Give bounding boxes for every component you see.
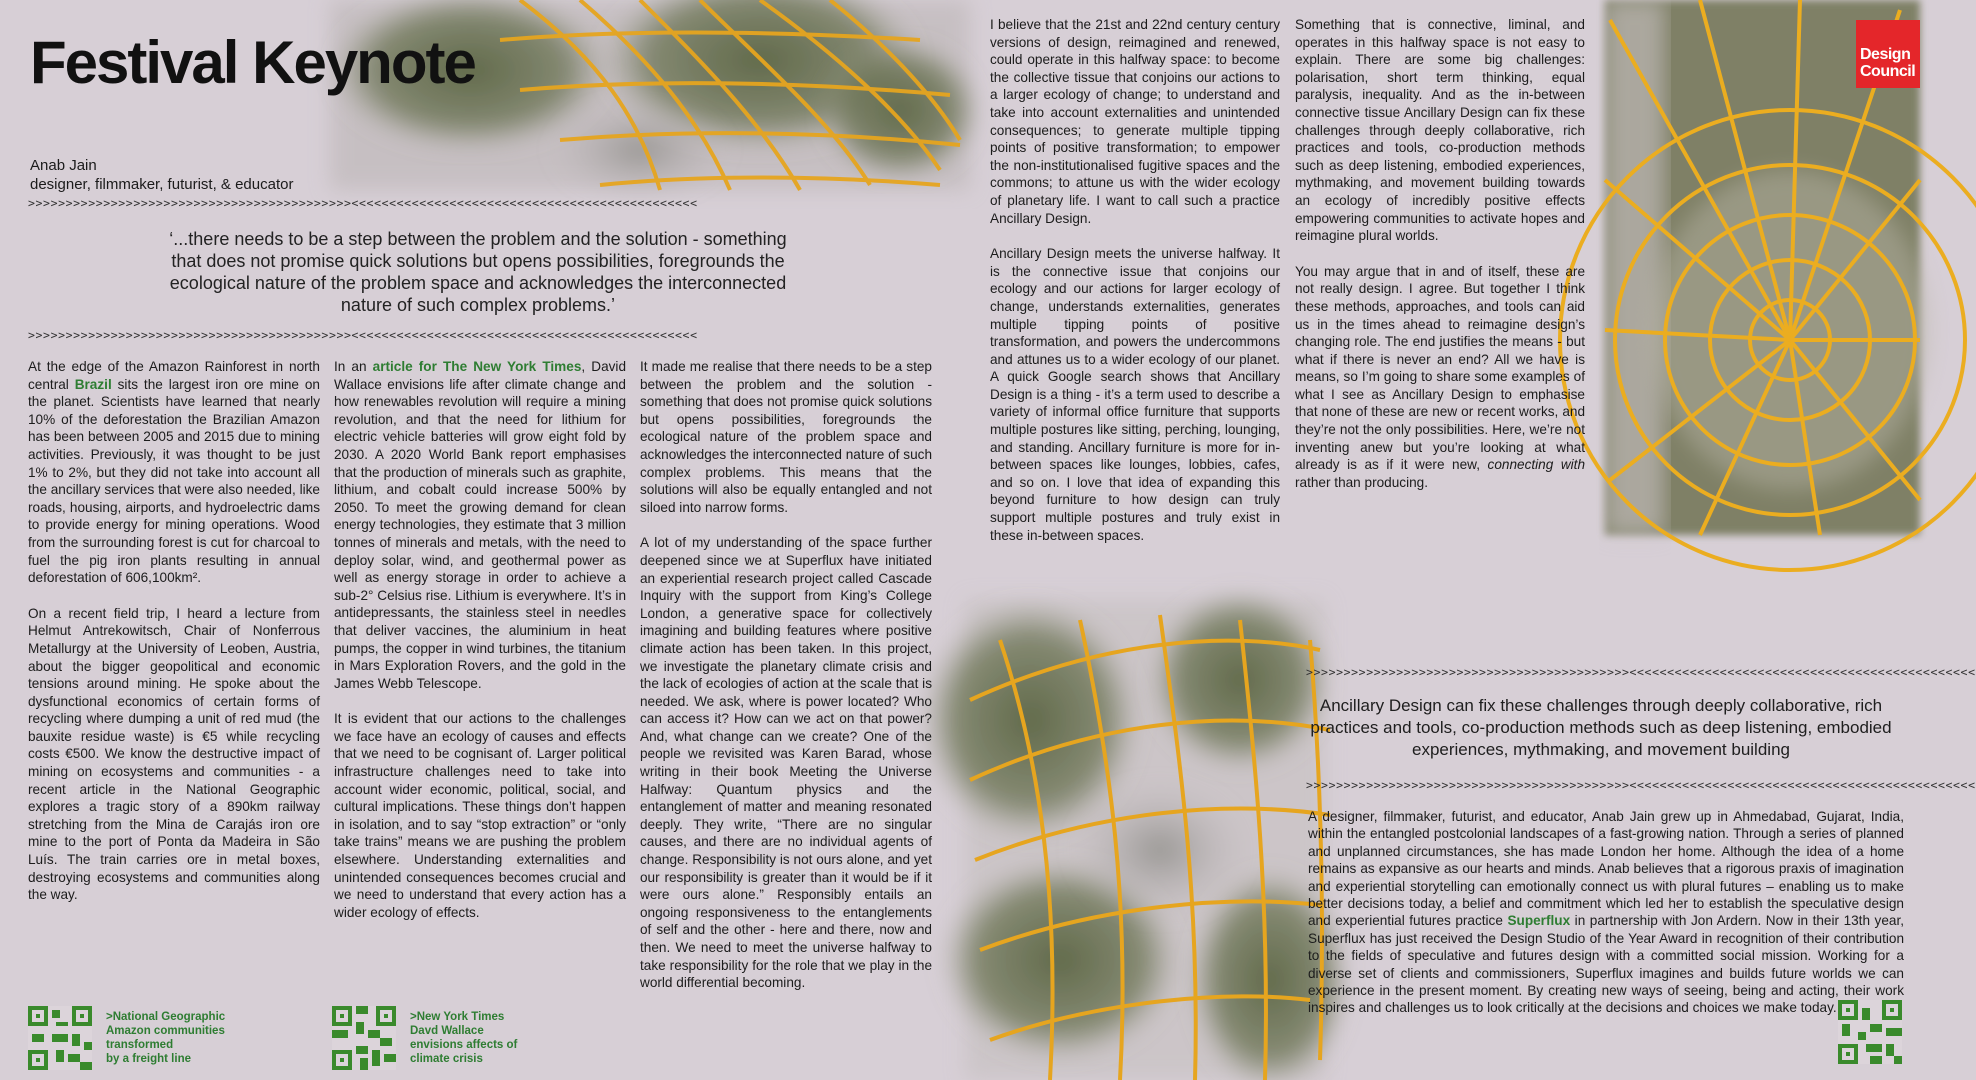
brazil-link[interactable]: Brazil xyxy=(74,376,112,392)
article-column-1 xyxy=(28,358,320,922)
nyt-article-link[interactable]: article for The New York Times xyxy=(372,359,582,374)
superflux-link[interactable]: Superflux xyxy=(1507,913,1571,929)
author-bio: A designer, filmmaker, futurist, and educator, Anab Jain grew up in Ahmedabad, Gujarat, India, within the entangled postcolonial landscapes of a fast-growing nation. Through a series of planned and unplanned circumstances, she has made London her home. Although the idea of a home remains as expansive as our hearts and minds. Anab believes that a rigorous praxis of imagination and experiential storytelling can emotionally connect us with plural futures – enabling us to make better decisions today, a belief and commitment which led her to establish the speculative design and experiential futures practice Superflux in partnership with Jon Ardern. Now in their 13th year, Superflux has just received the Design Studio of the Year Award in recognition of their contribution to the fields of speculative and futures design with a committed social mission. Working for a diverse set of clients and commissioners, Superflux imagines and builds future worlds we can experience in the present moment. By creating new ways of seeing, being and acting, their work inspires and challenges us to look critically at the decisions and choices we make today. xyxy=(1308,809,1905,1016)
pull-quote: Ancillary Design can fix these challenges through deeply collaborative, rich practices and tools, co-production methods such as deep listening, embodied experiences, mythmaking, and movement building xyxy=(1310,696,1892,759)
globe-panel-bottom xyxy=(920,590,1350,1080)
author-name: Anab Jain xyxy=(30,157,97,174)
qr-code-icon[interactable] xyxy=(1838,1000,1902,1064)
divider-top: >>>>>>>>>>>>>>>>>>>>>>>>>>>>>>>>>>>>>>>>>>><<<<<<<<<<<<<<<<<<<<<<<<<<<<<<<<<<<<<<<<<<<<<< xyxy=(28,196,698,210)
logo-line-2: Council xyxy=(1860,63,1916,80)
col5-paragraph-1: Something that is connective, liminal, and operates in this halfway space is not easy to explain. There are some big challenges: polarisation, short term thinking, equal paralysis, inequality. And as the in-between connective tissue Ancillary Design can fix these challenges through deeply collaborative, rich practices and tools, co-production methods such as deep listening, embodied experiences, mythmaking, and movement building towards an ecology of incredibly positive effects empowering communities to activate hopes and reimagine plural worlds. xyxy=(1295,17,1585,244)
qr-code-icon[interactable] xyxy=(28,1006,92,1070)
pullquote-divider-top: >>>>>>>>>>>>>>>>>>>>>>>>>>>>>>>>>>>>>>>>>>><<<<<<<<<<<<<<<<<<<<<<<<<<<<<<<<<<<<<<<<<<<<<< xyxy=(1306,665,1976,679)
author-role: designer, filmmaker, futurist, & educator xyxy=(30,176,294,193)
page-title: Festival Keynote xyxy=(30,29,475,96)
col1-paragraph-1: At the edge of the Amazon Rainforest in north central Brazil sits the largest iron ore mine on the planet. Scientists have learned that nearly 10% of the deforestation the Brazilian Amazon has been between 2005 and 2015 due to mining activities. Previously, it was thought to be just 1% to 2%, but they did not take into account all the ancillary services that were also needed, like roads, housing, airports, and hydroelectric dams to provide energy for mining operations. Wood from the surrounding forest is cut for charcoal to fuel the pig iron plants resulting in annual deforestation of 606,100km². xyxy=(28,359,320,586)
col4-paragraph-1: I believe that the 21st and 22nd century century versions of design, reimagined and renewed, could operate in this halfway space: to become the collective tissue that conjoins our actions to a larger ecology of change; to understand and take into account externalities and unintended consequences; to generate multiple tipping points of positive transformation; to empower the non-institutionalised fugitive spaces and the commons; to attune us with the wider ecology of planetary life. I want to call such a practice Ancillary Design. xyxy=(990,17,1280,226)
col2-paragraph-1: In an article for The New York Times, David Wallace envisions life after climate change and how renewables revolution will require a mining revolution, and that the need for lithium for electric vehicle batteries will grow eight fold by 2030. A 2020 World Bank report emphasises that the production of minerals such as graphite, lithium, and cobalt could increase 500% by 2050. To meet the growing demand for clean energy technologies, they estimate that 3 million tonnes of minerals and metals, with the need to deploy solar, wind, and geothermal power as well as energy storage in order to achieve a sub-2° Celsius rise. Lithium is everywhere. It’s in antidepressants, the stainless steel in needles that deliver vaccines, the aluminium in heat pumps, the copper in wind turbines, the titanium in Mars Exploration Rovers, and the gold in the James Webb Telescope. xyxy=(334,359,627,691)
qr-caption-nyt[interactable]: >New York Times Davd Wallace envisions affects of climate crisis xyxy=(410,1011,518,1065)
col4-paragraph-2: Ancillary Design meets the universe halfway. It is the connective issue that conjoins our ecology and our actions for larger ecology of change, understands externalities, generates multiple tipping points of positive transformation, and powers the undercommons and attunes us to a wider ecology of our planet. A quick Google search shows that Ancillary Design is a thing - it’s a term used to describe a variety of informal office furniture that supports multiple postures like sitting, perching, lounging, and standing. Ancillary furniture is more for in-between spaces like lounges, lobbies, cafes, and so on. I love that idea of expanding this beyond furniture to how design can truly support multiple postures and truly exist in these in-between spaces. xyxy=(990,246,1280,543)
col1-paragraph-2: On a recent field trip, I heard a lecture from Helmut Antrekowitsch, Chair of Nonferrous Metallurgy at the University of Leoben, Austria, about the bigger geopolitical and economic tensions around mining. He spoke about the dysfunctional economics of certain forms of recycling where dumping a unit of red mud (the bauxite residue waste) is €5 while recycling costs €500. We know the destructive impact of mining on ecosystems and communities - a recent article in the National Geographic explores a tragic story of a 890km railway stretching from the Mina de Carajás iron ore mine to the port of Ponta da Madeira in São Luís. The train carries ore in metal boxes, destroying ecosystems and communities along the way. xyxy=(28,605,320,903)
article-column-3 xyxy=(640,358,932,1010)
col2-paragraph-2: It is evident that our actions to the challenges we face have an ecology of causes and effects that we need to be cognisant of. Larger political infrastructure challenges need to take into account wider economic, political, social, and cultural implications. These things don’t happen in isolation, and to say “stop extraction” or “only take trains” means we are pushing the problem elsewhere. Understanding externalities and unintended consequences becomes crucial and we need to understand that every action has a wider ecology of effects. xyxy=(334,711,626,920)
opening-quote: ‘...there needs to be a step between the problem and the solution - something that does not promise quick solutions but opens possibilities, foregrounds the ecological nature of the problem space and acknowledges the interconnected nature of such complex problems.’ xyxy=(169,229,787,315)
col3-paragraph-1: It made me realise that there needs to be a step between the problem and the solution - something that does not promise quick solutions but opens possibilities, foregrounds the ecological nature of the problem space and acknowledges the interconnected nature of such complex problems. This means that the solutions will also be equally entangled and not siloed into narrow forms. xyxy=(640,359,932,515)
col3-paragraph-2: A lot of my understanding of the space further deepened since we at Superflux have initiated an experiential research project called Cascade Inquiry with the support from King’s College London, a generative space for collectively imagining and building features where positive climate action has been taken. In this project, we investigate the planetary climate crisis and the lack of ecologies of action at the scale that is needed. We ask, where is power located? Who can access it? How can we act on that power? And, what change can we create? One of the people we revisited was Karen Barad, whose writing in their book Meeting the Universe Halfway: Quantum physics and the entanglement of matter and meaning resonated deeply. They write, “There are no singular causes, and there are no individual agents of change. Responsibility is not ours alone, and yet our responsibility is greater than it would be if it were ours alone.” Responsibly entails an ongoing responsiveness to the entanglements of self and the other - here and there, now and then. We need to meet the universe halfway to take responsibility for the role that we play in the world differential becoming. xyxy=(640,535,932,991)
article-column-2 xyxy=(334,358,626,939)
divider-bottom: >>>>>>>>>>>>>>>>>>>>>>>>>>>>>>>>>>>>>>>>>>><<<<<<<<<<<<<<<<<<<<<<<<<<<<<<<<<<<<<<<<<<<<<< xyxy=(28,328,698,342)
article-column-5 xyxy=(1295,16,1585,509)
author-block xyxy=(30,156,293,194)
qr-code-icon[interactable] xyxy=(332,1006,396,1070)
design-council-logo xyxy=(1856,20,1920,88)
pullquote-divider-bottom: >>>>>>>>>>>>>>>>>>>>>>>>>>>>>>>>>>>>>>>>>>><<<<<<<<<<<<<<<<<<<<<<<<<<<<<<<<<<<<<<<<<<<<<< xyxy=(1306,778,1976,792)
logo-line-1: Design xyxy=(1860,46,1911,63)
qr-caption-natgeo[interactable]: >National Geographic Amazon communities transformed by a freight line xyxy=(106,1011,226,1065)
col5-paragraph-2: You may argue that in and of itself, these are not really design. I agree. But together I think these methods, approaches, and tools can aid us in the times ahead to reimagine design’s changing role. The end justifies the means - but what if there is never an end? All we have is means, so I’m going to share some examples of what I see as Ancillary Design to emphasise that none of these are new or recent works, and they’re not the only possibilities. Here, we’re not inventing anew but you’re looking at what already is as if it were new, connecting with rather than producing. xyxy=(1295,263,1586,490)
article-column-4 xyxy=(990,16,1280,562)
